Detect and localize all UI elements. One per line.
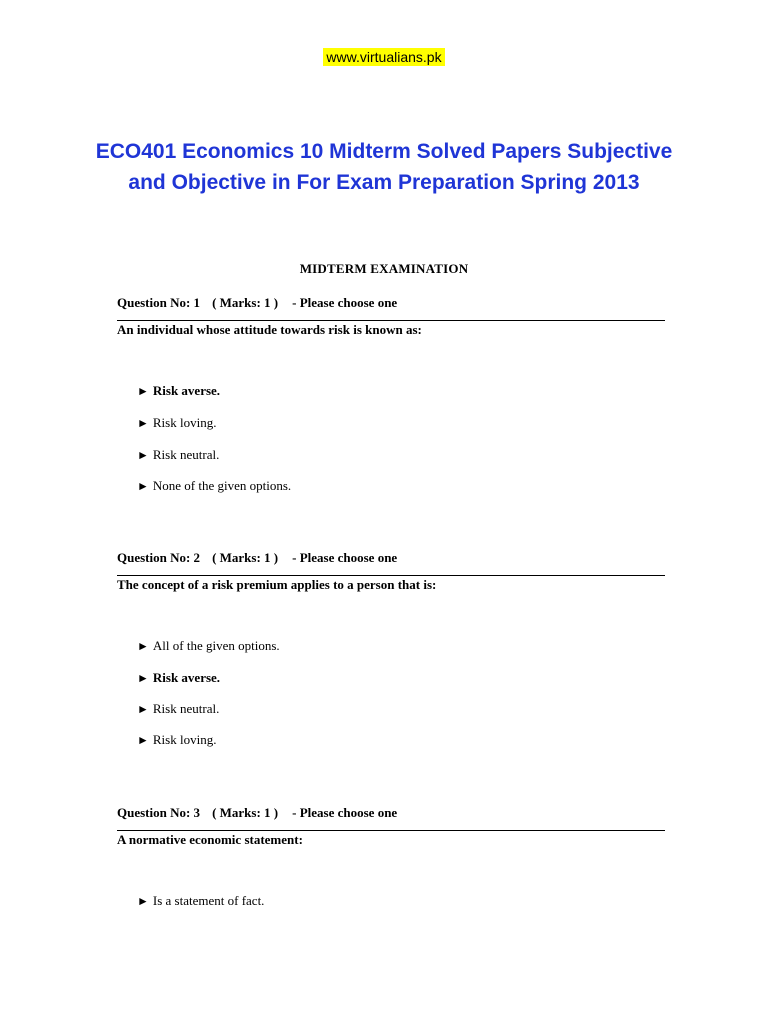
document-title-line-2: and Objective in For Exam Preparation Spring 2013 [128, 171, 640, 194]
question-3 [117, 805, 665, 908]
option-label: Risk neutral. [152, 701, 220, 716]
question-1 [117, 295, 665, 493]
option-label: All of the given options. [152, 638, 280, 653]
pointer-arrow-icon: ► [137, 416, 149, 430]
option-4[interactable] [137, 732, 216, 748]
question-2 [117, 550, 665, 747]
option-2[interactable] [137, 670, 220, 686]
exam-heading: MIDTERM EXAMINATION [299, 261, 469, 276]
pointer-arrow-icon: ► [137, 448, 149, 462]
option-label: Risk averse. [152, 670, 221, 685]
question-instruction: - Please choose one [292, 805, 398, 820]
question-instruction: - Please choose one [292, 295, 398, 310]
question-header [117, 295, 665, 321]
option-3[interactable] [137, 701, 219, 717]
option-label: Risk averse. [152, 383, 221, 398]
option-4[interactable] [137, 478, 291, 494]
option-label: Risk neutral. [152, 447, 220, 462]
pointer-arrow-icon: ► [137, 639, 149, 653]
option-1[interactable] [137, 383, 220, 399]
document-title [60, 136, 708, 198]
pointer-arrow-icon: ► [137, 894, 149, 908]
question-number: Question No: 3 [117, 805, 201, 820]
pointer-arrow-icon: ► [137, 671, 149, 685]
option-1[interactable] [137, 893, 264, 909]
option-2[interactable] [137, 415, 216, 431]
pointer-arrow-icon: ► [137, 702, 149, 716]
option-label: Risk loving. [152, 415, 217, 430]
pointer-arrow-icon: ► [137, 733, 149, 747]
option-label: Risk loving. [152, 732, 217, 747]
question-instruction: - Please choose one [292, 550, 398, 565]
question-marks: ( Marks: 1 ) [212, 295, 279, 310]
question-marks: ( Marks: 1 ) [212, 550, 279, 565]
question-header [117, 550, 665, 576]
site-link[interactable] [0, 48, 768, 66]
document-title-line-1: ECO401 Economics 10 Midterm Solved Papers Subjective [95, 140, 673, 163]
question-text: The concept of a risk premium applies to a person that is: [117, 577, 437, 592]
question-number: Question No: 1 [117, 295, 201, 310]
question-marks: ( Marks: 1 ) [212, 805, 279, 820]
question-number: Question No: 2 [117, 550, 201, 565]
pointer-arrow-icon: ► [137, 479, 149, 493]
question-text: A normative economic statement: [117, 832, 303, 847]
pointer-arrow-icon: ► [137, 384, 149, 398]
option-1[interactable] [137, 638, 280, 654]
option-label: None of the given options. [152, 478, 292, 493]
site-link-text[interactable]: www.virtualians.pk [323, 48, 444, 66]
option-3[interactable] [137, 447, 219, 463]
question-header [117, 805, 665, 831]
question-text: An individual whose attitude towards risk is known as: [117, 322, 422, 337]
option-label: Is a statement of fact. [152, 893, 265, 908]
